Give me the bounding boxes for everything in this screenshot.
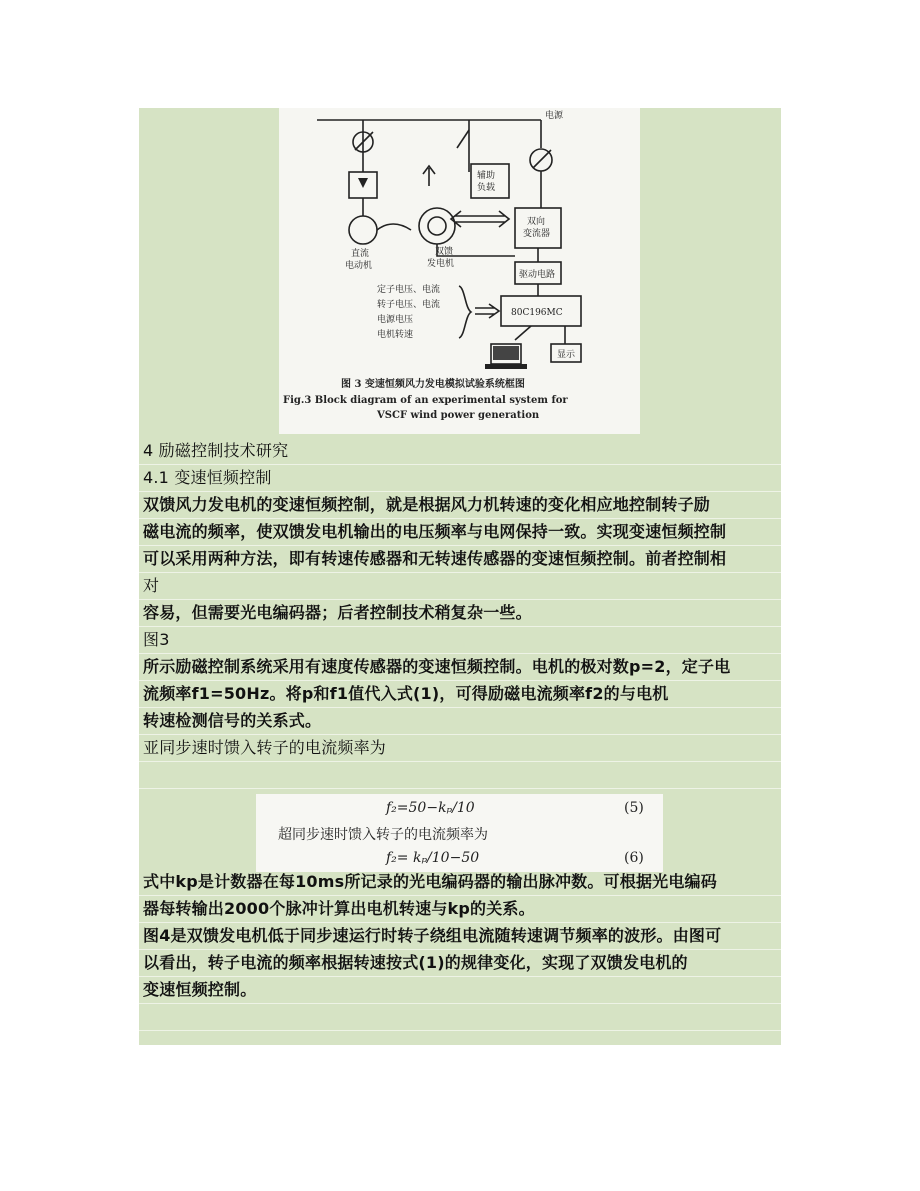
paragraph-line: 图4是双馈发电机低于同步速运行时转子绕组电流随转速调节频率的波形。由图可 bbox=[139, 923, 781, 950]
caption-cn: 图 3 变速恒频风力发电模拟试验系统框图 bbox=[341, 379, 525, 390]
formula-image bbox=[256, 794, 663, 872]
equation-5: f₂=50−kₚ/10 bbox=[386, 800, 475, 816]
drive-label: 驱动电路 bbox=[519, 270, 556, 280]
paragraph-line: 式中kp是计数器在每10ms所记录的光电编码器的输出脉冲数。可根据光电编码 bbox=[139, 869, 781, 896]
paragraph-line: 以看出，转子电流的频率根据转速按式(1)的规律变化，实现了双馈发电机的 bbox=[139, 950, 781, 977]
paragraph-line: 所示励磁控制系统采用有速度传感器的变速恒频控制。电机的极对数p=2，定子电 bbox=[139, 654, 781, 681]
document-panel bbox=[139, 108, 781, 1045]
paragraph-line: 对 bbox=[139, 573, 781, 600]
paragraph-line: 变速恒频控制。 bbox=[139, 977, 781, 1004]
caption-en-1: Fig.3 Block diagram of an experimental system for bbox=[283, 395, 568, 406]
signal-1: 定子电压、电流 bbox=[377, 285, 441, 295]
aux-load-label: 辅助负载 bbox=[477, 171, 496, 193]
signal-2: 转子电压、电流 bbox=[377, 300, 441, 310]
dfig-label: 双馈发电机 bbox=[427, 247, 455, 269]
paragraph-line: 转速检测信号的关系式。 bbox=[139, 708, 781, 735]
power-label: 电源 bbox=[545, 111, 564, 121]
dc-motor-label: 直流电动机 bbox=[345, 249, 373, 271]
signal-4: 电机转速 bbox=[377, 330, 414, 340]
heading-4-1: 4.1 变速恒频控制 bbox=[139, 465, 781, 492]
blank-row bbox=[139, 762, 781, 789]
block-diagram bbox=[279, 108, 640, 434]
equation-caption: 超同步速时馈入转子的电流频率为 bbox=[278, 827, 488, 843]
paragraph-line: 可以采用两种方法，即有转速传感器和无转速传感器的变速恒频控制。前者控制相 bbox=[139, 546, 781, 573]
paragraph-line: 器每转输出2000个脉冲计算出电机转速与kp的关系。 bbox=[139, 896, 781, 923]
document-body bbox=[139, 438, 781, 1031]
display-label: 显示 bbox=[557, 350, 576, 360]
paragraph-line: 流频率f1=50Hz。将p和f1值代入式(1)，可得励磁电流频率f2的与电机 bbox=[139, 681, 781, 708]
figure-3 bbox=[279, 108, 640, 434]
caption-en-2: VSCF wind power generation bbox=[377, 410, 540, 421]
converter-label: 双向变流器 bbox=[523, 217, 551, 239]
equation-5-number: (5) bbox=[624, 800, 644, 816]
mcu-label: 80C196MC bbox=[511, 308, 563, 318]
equation-6: f₂= kₚ/10−50 bbox=[386, 850, 480, 866]
paragraph-line: 容易，但需要光电编码器；后者控制技术稍复杂一些。 bbox=[139, 600, 781, 627]
paragraph-line: 磁电流的频率，使双馈发电机输出的电压频率与电网保持一致。实现变速恒频控制 bbox=[139, 519, 781, 546]
heading-4: 4 励磁控制技术研究 bbox=[139, 438, 781, 465]
paragraph-line: 图3 bbox=[139, 627, 781, 654]
paragraph-line: 双馈风力发电机的变速恒频控制，就是根据风力机转速的变化相应地控制转子励 bbox=[139, 492, 781, 519]
equation-6-number: (6) bbox=[624, 850, 644, 866]
signal-3: 电源电压 bbox=[377, 315, 414, 325]
blank-row bbox=[139, 1004, 781, 1031]
paragraph-line: 亚同步速时馈入转子的电流频率为 bbox=[139, 735, 781, 762]
